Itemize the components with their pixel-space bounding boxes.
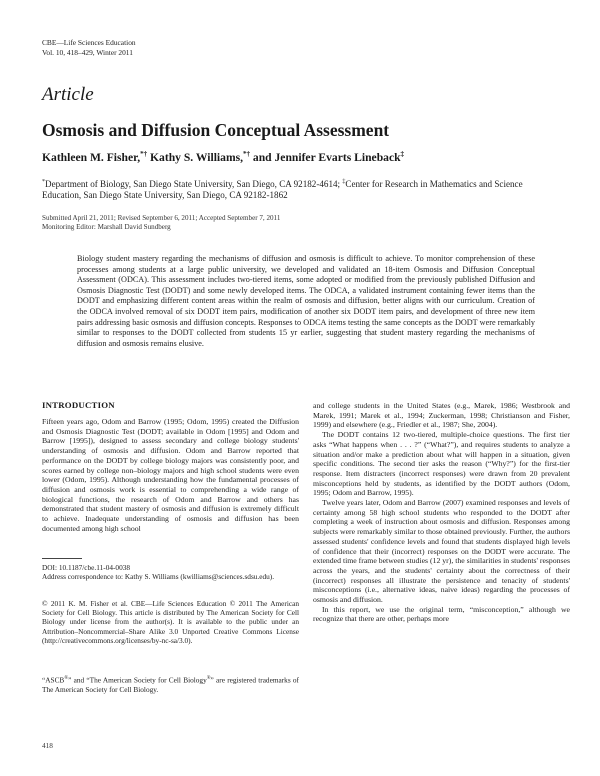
submitted-line: Submitted April 21, 2011; Revised September 6, 2011; Accepted September 7, 2011: [42, 214, 281, 222]
intro-paragraph-1: Fifteen years ago, Odom and Barrow (1995; Odom, 1995) created the Diffusion and Osmosis Diagnostic Test (DODT; available in Odom [1995] and Odom and Barrow [1995]), designed to assess secondary and college biology students' understanding of osmosis and diffusion. Odom and Barrow reported that performance on the DODT by college biology majors was consistently poor, and scores earned by college non–biology majors and high school students were even lower (Odom, 1995). Although understanding how the fundamental processes of diffusion and osmosis work is essential to comprehending a wide range of biological functions, the research of Odom and Barrow and others has demonstrated that student mastery of osmosis and diffusion is extremely difficult to achieve. Inadequate understanding of osmosis and diffusion has been documented among high school: [42, 417, 299, 533]
article-title: Osmosis and Diffusion Conceptual Assessment: [42, 120, 390, 140]
trademark-part-3: ” are registered trademarks of The American Society for Cell Biology.: [42, 675, 299, 694]
footnote-divider: [42, 558, 82, 559]
correspondence: Address correspondence to: Kathy S. Williams (kwilliams@sciences.sdsu.edu).: [42, 572, 275, 582]
trademark-part-2: ” and “The American Society for Cell Biology: [68, 675, 207, 685]
right-column: [313, 401, 570, 624]
left-column: [42, 417, 299, 533]
journal-name: CBE—Life Sciences Education: [42, 38, 136, 47]
trademark-text: [42, 674, 299, 694]
footnote-trademark: [42, 674, 299, 694]
author-2: Kathy S. Williams,: [147, 150, 244, 164]
section-label: Article: [42, 84, 94, 105]
license-text: © 2011 K. M. Fisher et al. CBE—Life Sciences Education © 2011 The American Society for Cell Biology. This article is distributed by The American Society for Cell Biology under license from the author(s). It is available to the public under an Attribution–Noncommercial–Share Alike 3.0 Unported Creative Commons License (http://creativecommons.org/licenses/by-nc-sa/3.0).: [42, 599, 299, 645]
author-3-affil: ‡: [400, 150, 405, 158]
affiliations: [42, 177, 562, 201]
intro-paragraph-3: Twelve years later, Odom and Barrow (2007) examined responses and levels of certainty among 58 high school students who responded to the DODT after completing a week of instruction about osmosis and diffusion. Responses among subjects were remarkably similar to those obtained previously. Further, the authors assessed students' confidence levels and found that students displayed high levels of confidence that their (incorrect) responses on the DODT were accurate. The extended time frame between studies (12 yr), the similarities in students' responses across the years, and the students' certainty about the correctness of their (incorrect) responses all illustrate the persistence and tenacity of students' misconceptions (i.e., alternative ideas, naive ideas) regarding the processes of osmosis and diffusion.: [313, 498, 570, 605]
affil-text-2: Center for Research in Mathematics and Science Education, San Diego State University, San Diego, CA 92182-1862: [42, 179, 523, 201]
author-list: [42, 150, 404, 164]
affil-symbol-1: *: [42, 179, 45, 185]
intro-paragraph-4: In this report, we use the original term, “misconception,” although we recognize that there are other, perhaps more: [313, 604, 570, 624]
submission-dates: [42, 214, 280, 231]
doi: DOI: 10.1187/cbe.11-04-0038: [42, 563, 131, 572]
journal-header: [42, 38, 136, 57]
footnote-license: [42, 599, 299, 645]
affil-text-1: Department of Biology, San Diego State University, San Diego, CA 92182-4614;: [45, 179, 343, 190]
abstract: Biology student mastery regarding the mechanisms of diffusion and osmosis is difficult to achieve. To monitor comprehension of these processes among students at a large public university, we developed and validated an 18-item Osmosis and Diffusion Conceptual Assessment (ODCA). This assessment includes two-tiered items, some adopted or modified from the previously published Diffusion and Osmosis Diagnostic Test (DODT) and some newly developed items. The ODCA, a validated instrument containing fewer items than the DODT and emphasizing different content areas within the realm of osmosis and diffusion, better aligns with our curriculum. Creation of the ODCA involved removal of six DODT item pairs, modification of another six DODT item pairs, and development of three new item pairs addressing basic osmosis and diffusion concepts. Responses to ODCA items testing the same concepts as the DODT were remarkably similar to responses to the DODT collected from students 15 yr earlier, suggesting that student mastery regarding the mechanisms of diffusion and osmosis remains elusive.: [77, 254, 535, 348]
footnote-doi-block: [42, 563, 299, 581]
intro-paragraph-2: The DODT contains 12 two-tiered, multiple-choice questions. The first tier asks “What happens when . . . ?” (“What?”), and requires students to analyze a situation and/or make a prediction about what will happen in a situation, given specific conditions. The second tier asks the reason (“Why?”) for the first-tier response. Item distracters (incorrect responses) were drawn from 20 prevalent misconceptions held by students, as identified by the DODT authors (Odom, 1995; Odom and Barrow, 1995).: [313, 430, 570, 498]
trademark-part-1: “ASCB: [42, 675, 65, 685]
author-3: and Jennifer Evarts Lineback: [250, 150, 401, 164]
page-number: 418: [42, 741, 53, 750]
journal-volume: Vol. 10, 418–429, Winter 2011: [42, 47, 133, 57]
affil-symbol-2: ‡: [342, 179, 346, 185]
monitoring-editor: Monitoring Editor: Marshall David Sundberg: [42, 222, 171, 231]
registered-mark: ®: [64, 676, 69, 681]
author-1: Kathleen M. Fisher,: [42, 150, 141, 164]
author-2-affil: *†: [243, 150, 251, 158]
registered-mark: ®: [206, 676, 211, 681]
introduction-heading: INTRODUCTION: [42, 400, 115, 410]
intro-paragraph-1-cont: and college students in the United States (e.g., Marek, 1986; Westbrook and Marek, 1991; Marek et al., 1994; Zuckerman, 1998; Christianson and Fisher, 1999) and elsewhere (e.g., Friedler et al., 1987; She, 2004).: [313, 401, 570, 430]
author-1-affil: *†: [140, 150, 148, 158]
